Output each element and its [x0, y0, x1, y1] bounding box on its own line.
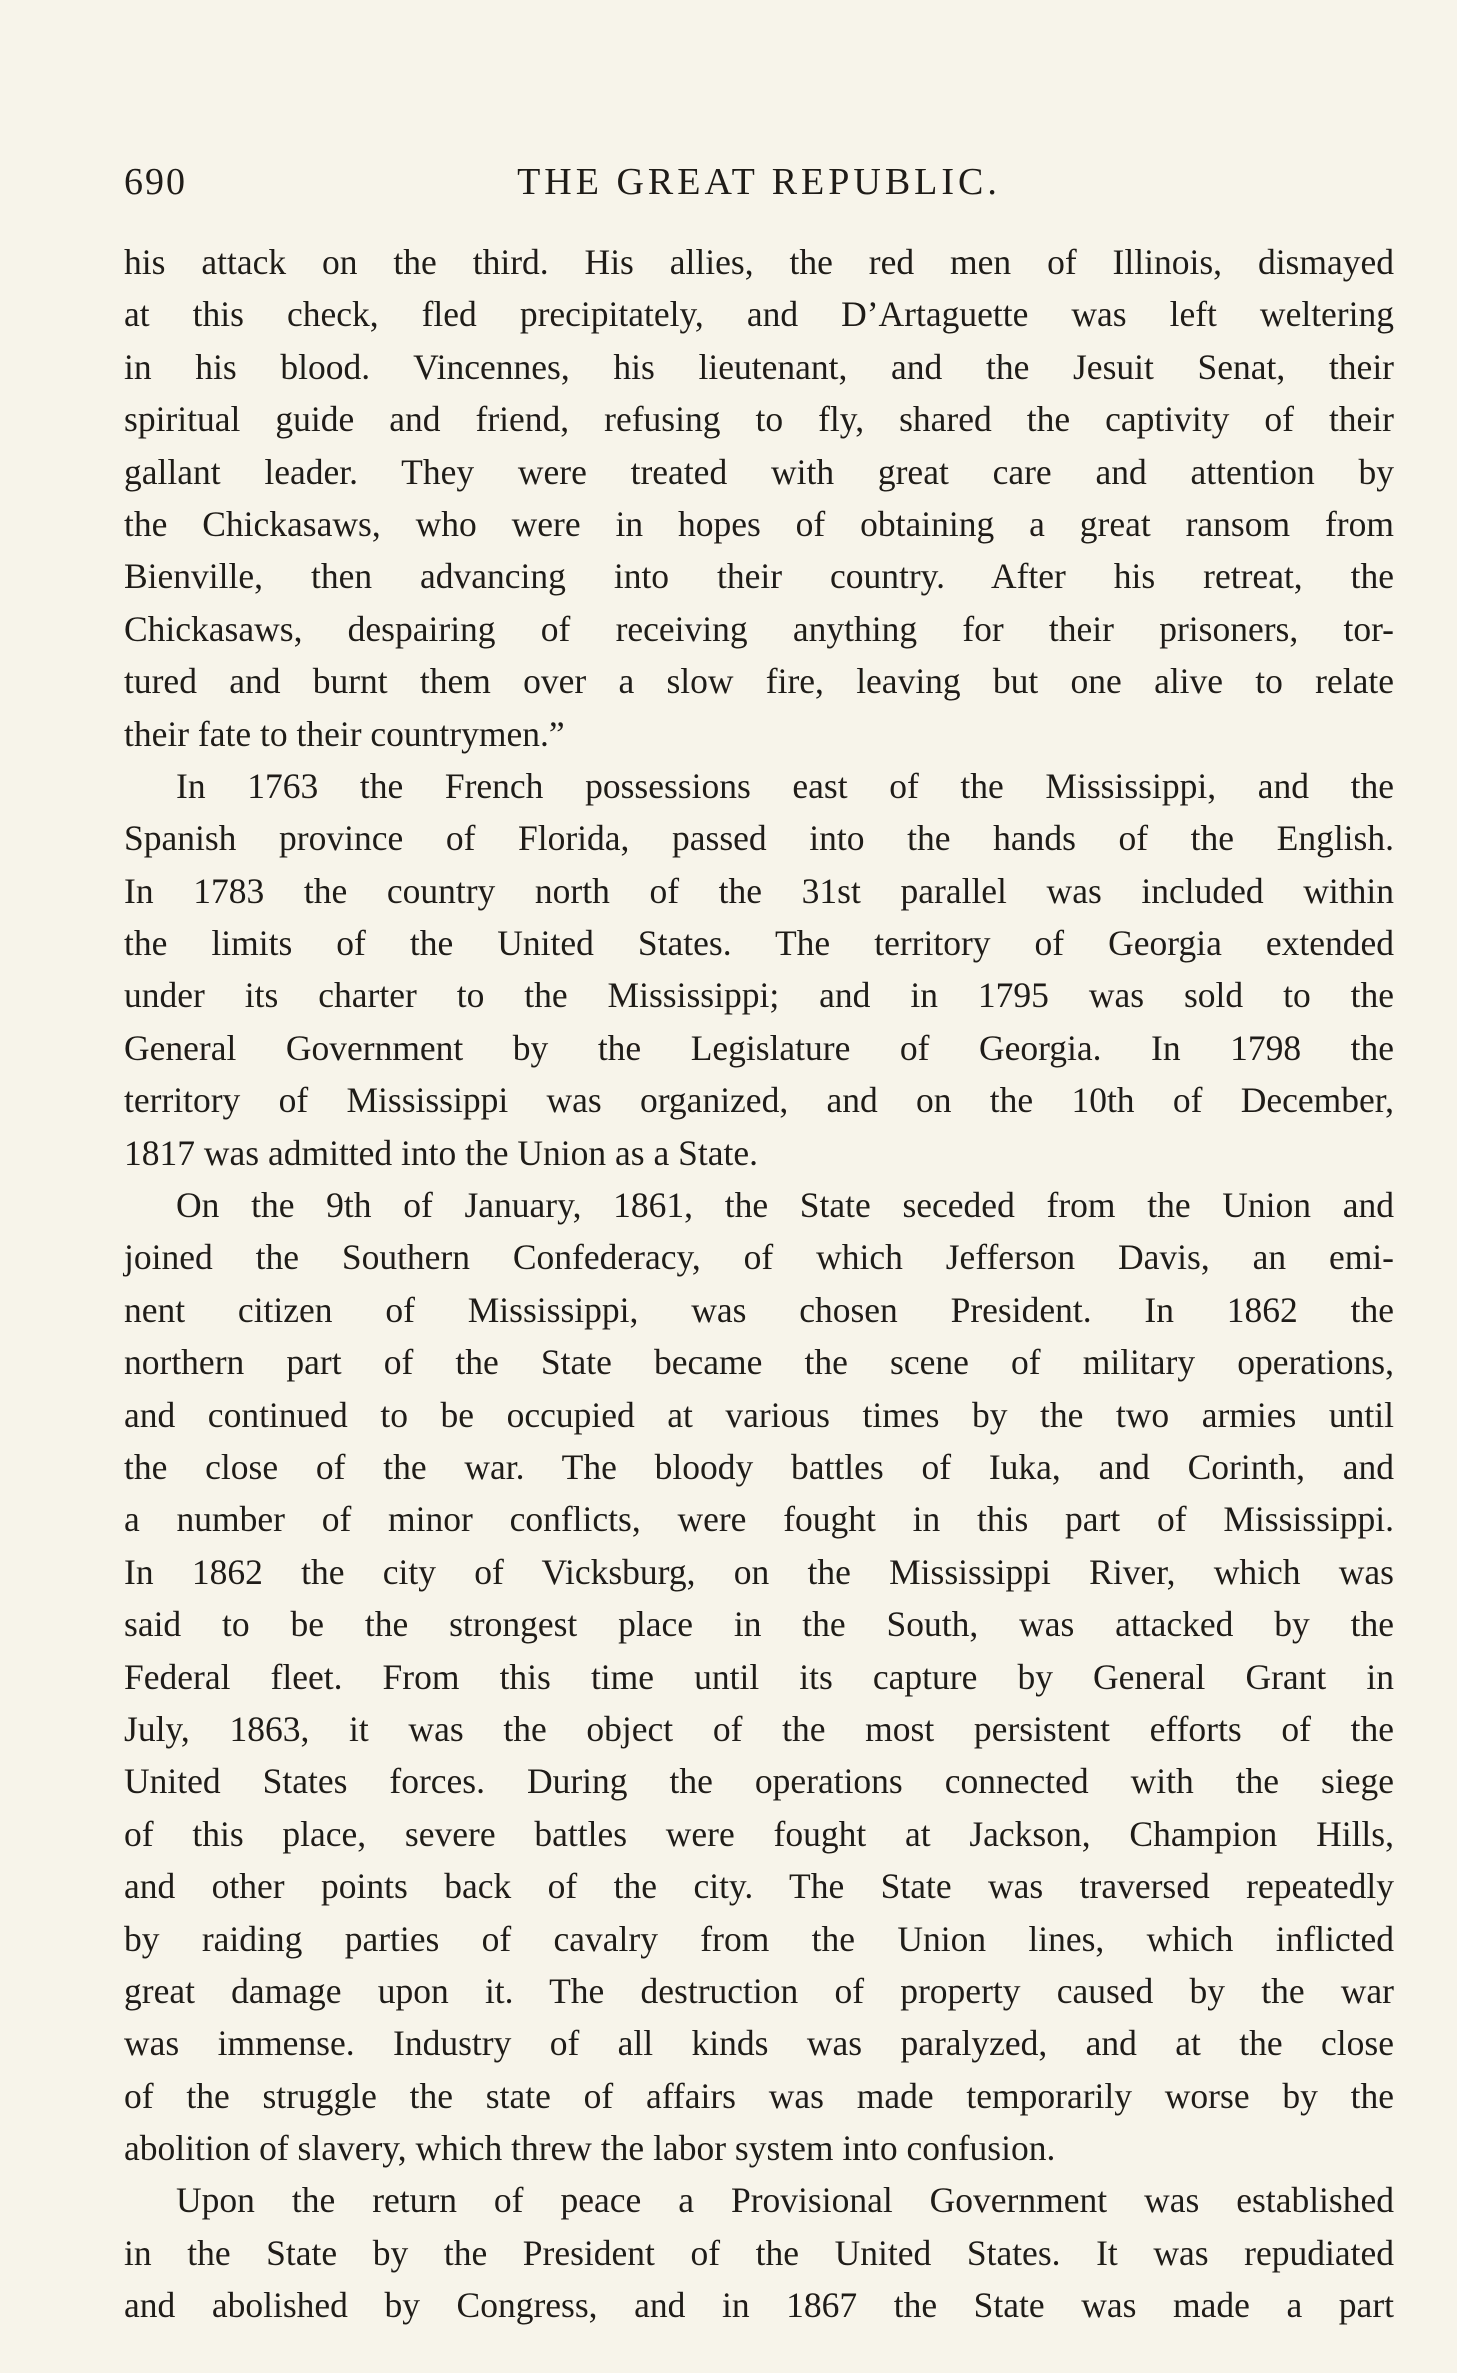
text-line: Chickasaws, despairing of receiving anything for their prisoners, tor- [124, 608, 1394, 649]
text-line: said to be the strongest place in the South, was attacked by the [124, 1604, 1394, 1645]
text-line: in his blood. Vincennes, his lieutenant, and the Jesuit Senat, their [124, 346, 1394, 387]
text-line: July, 1863, it was the object of the most persistent efforts of the [124, 1708, 1394, 1749]
text-line: was immense. Industry of all kinds was paralyzed, and at the close [124, 2023, 1394, 2064]
text-line: of the struggle the state of affairs was made temporarily worse by the [124, 2075, 1394, 2116]
text-line: On the 9th of January, 1861, the State seceded from the Union and [176, 1185, 1394, 1226]
text-line: and other points back of the city. The State was traversed repeatedly [124, 1866, 1394, 1907]
text-line: abolition of slavery, which threw the labor system into confusion. [124, 2128, 1056, 2169]
text-line: Spanish province of Florida, passed into the hands of the English. [124, 818, 1394, 859]
text-line: gallant leader. They were treated with great care and attention by [124, 451, 1394, 492]
text-line: northern part of the State became the scene of military operations, [124, 1342, 1394, 1383]
page-number: 690 [124, 161, 187, 203]
text-line: United States forces. During the operations connected with the siege [124, 1761, 1394, 1802]
running-title: THE GREAT REPUBLIC. [517, 161, 1001, 203]
text-line: of this place, severe battles were fought at Jackson, Champion Hills, [124, 1813, 1394, 1854]
text-line: territory of Mississippi was organized, and on the 10th of December, [124, 1080, 1394, 1121]
text-line: General Government by the Legislature of Georgia. In 1798 the [124, 1027, 1394, 1068]
text-line: in the State by the President of the United States. It was repudiated [124, 2232, 1394, 2273]
text-line: by raiding parties of cavalry from the Union lines, which inflicted [124, 1918, 1394, 1959]
text-line: under its charter to the Mississippi; and in 1795 was sold to the [124, 975, 1394, 1016]
body-text [124, 236, 1394, 2332]
text-line: their fate to their countrymen.” [124, 713, 565, 754]
text-line: the limits of the United States. The territory of Georgia extended [124, 923, 1394, 964]
text-line: the Chickasaws, who were in hopes of obtaining a great ransom from [124, 503, 1394, 544]
text-line: In 1783 the country north of the 31st parallel was included within [124, 870, 1394, 911]
paragraph-reconstruction [124, 2174, 1394, 2331]
text-line: In 1862 the city of Vicksburg, on the Mississippi River, which was [124, 1551, 1394, 1592]
paragraph-territorial-history [124, 760, 1394, 1179]
text-line: Upon the return of peace a Provisional Government was established [176, 2180, 1394, 2221]
text-line: and abolished by Congress, and in 1867 the State was made a part [124, 2285, 1394, 2326]
text-line: a number of minor conflicts, were fought in this part of Mississippi. [124, 1499, 1394, 1540]
text-line: his attack on the third. His allies, the red men of Illinois, dismayed [124, 242, 1394, 282]
text-line: great damage upon it. The destruction of property caused by the war [124, 1970, 1394, 2011]
text-line: In 1763 the French possessions east of the Mississippi, and the [176, 765, 1394, 806]
text-line: at this check, fled precipitately, and D’Artaguette was left weltering [124, 294, 1394, 335]
running-head [124, 160, 1394, 210]
text-line: the close of the war. The bloody battles of Iuka, and Corinth, and [124, 1446, 1394, 1487]
paragraph-civil-war [124, 1179, 1394, 2174]
text-line: Federal fleet. From this time until its capture by General Grant in [124, 1656, 1394, 1697]
text-line: nent citizen of Mississippi, was chosen President. In 1862 the [124, 1289, 1394, 1330]
text-line: Bienville, then advancing into their country. After his retreat, the [124, 556, 1394, 597]
text-line: and continued to be occupied at various times by the two armies until [124, 1394, 1394, 1435]
text-line: joined the Southern Confederacy, of which Jefferson Davis, an emi- [124, 1237, 1394, 1278]
text-line: 1817 was admitted into the Union as a State. [124, 1132, 758, 1173]
paragraph-chickasaw-captivity [124, 236, 1394, 760]
text-line: spiritual guide and friend, refusing to fly, shared the captivity of their [124, 399, 1394, 440]
text-line: tured and burnt them over a slow fire, leaving but one alive to relate [124, 661, 1394, 702]
